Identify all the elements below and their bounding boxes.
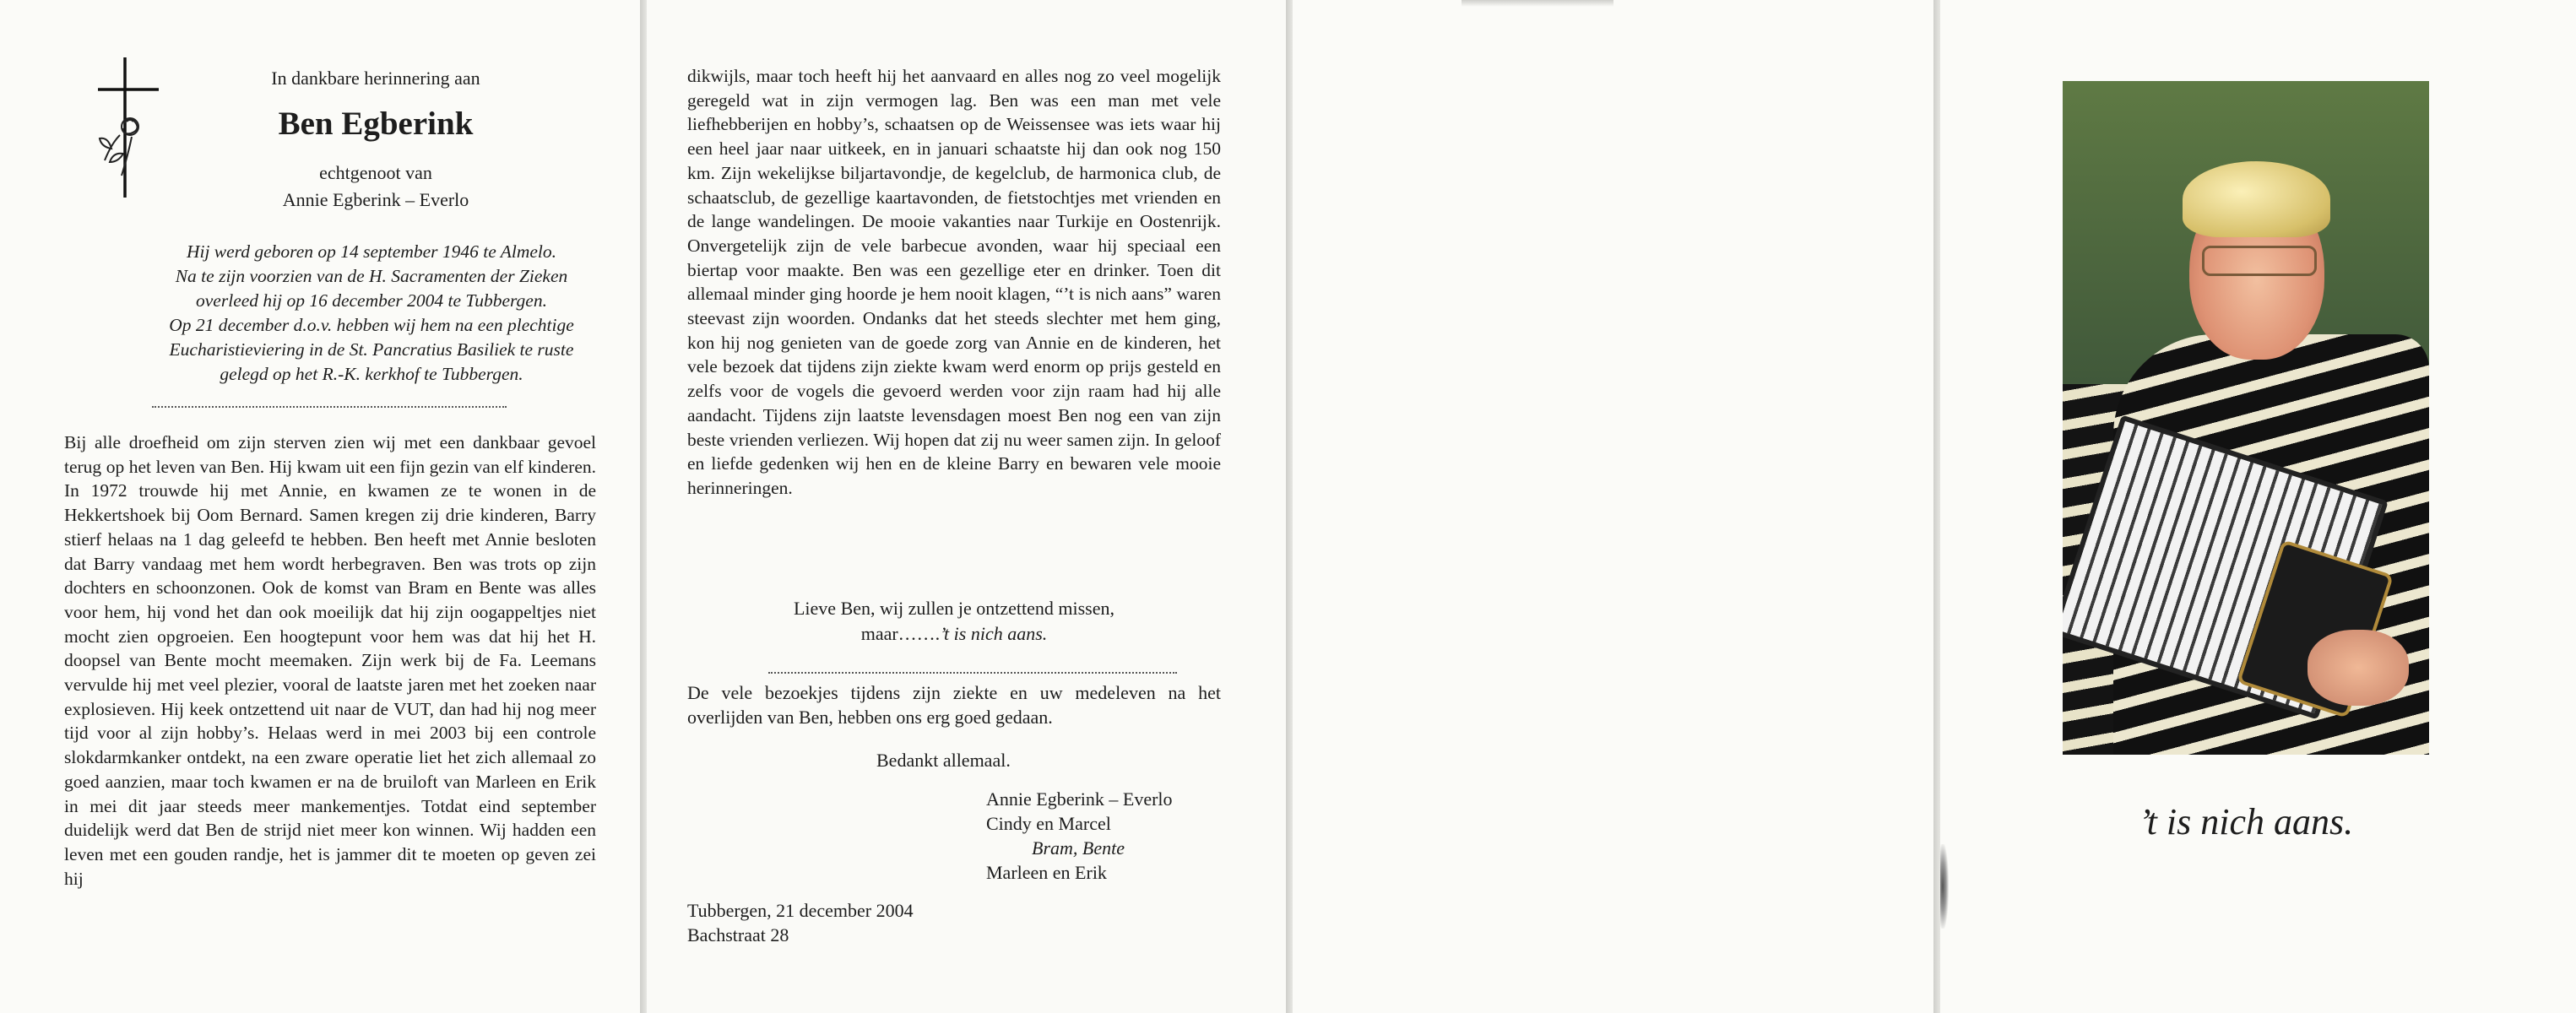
thanks-text: De vele bezoekjes tijdens zijn ziekte en uw medeleven na het overlijden van Ben, hebben ons erg goed gedaan. (687, 682, 1221, 728)
fold-shadow (1933, 0, 1940, 1013)
cover-motto: ’t is nich aans. (2138, 801, 2354, 842)
intro-text: In dankbare herinnering aan (271, 68, 480, 89)
family-line: Bram, Bente (1032, 837, 1125, 859)
portrait-photo (2063, 81, 2429, 755)
spouse-label: echtgenoot van (319, 162, 432, 183)
farewell-prefix: maar……. (860, 623, 941, 644)
life-line: Op 21 december d.o.v. hebben wij hem na een plechtige (169, 315, 574, 335)
dotted-divider (768, 672, 1177, 674)
farewell-text (687, 596, 1221, 647)
cover-page (1940, 0, 2576, 1013)
family-line: Marleen en Erik (986, 862, 1107, 883)
deceased-name: Ben Egberink (278, 106, 474, 142)
family-line: Cindy en Marcel (986, 813, 1111, 834)
biography-text-part1: Bij alle droefheid om zijn sterven zien wij met een dankbaar gevoel terug op het leven van Ben. Hij kwam uit een fijn gezin van elf kinderen. In 1972 trouwde hij met Annie, en kwamen ze te wonen in de Hekkertshoek bij Oom Bernard. Samen kregen zij drie kinderen, Barry stierf helaas na 1 dag geleefd te hebben. Ben heeft met Annie besloten dat Barry vandaag met hem wordt herbegraven. Ben was trots op zijn dochters en schoonzonen. Ook de komst van Bram en Bente was alles voor hem, hij vond het dan ook moeilijk dat hij zijn oogappeltjes niet mocht zien opgroeien. Een hoogtepunt voor hem was dat hij het H. doopsel van Bente mocht meemaken. Zijn werk bij de Fa. Leemans vervulde hij met veel plezier, vooral de laatste jaren met het zoeken naar explosieven. Hij keek ontzettend uit naar de VUT, dan had hij nog meer tijd voor al zijn hobby’s. Helaas werd in mei 2003 bij een controle slokdarmkanker ontdekt, na een zware operatie liet het zich allemaal zo goed aanzien, maar toch kwamen er na de bruiloft van Marleen en Erik in mei dit jaar steeds meer mankementjes. Totdat eind september duidelijk werd dat Ben de strijd niet meer kon winnen. Wij hadden een leven met een gouden randje, het is jammer dit te moeten op geven zei hij (64, 432, 596, 889)
life-line: Na te zijn voorzien van de H. Sacramenten der Zieken (175, 266, 568, 286)
thanks-short: Bedankt allemaal. (876, 750, 1011, 771)
farewell-line-1: Lieve Ben, wij zullen je ontzettend missen, (793, 598, 1114, 619)
place-date: Tubbergen, 21 december 2004 (687, 900, 914, 921)
family-signatures (986, 787, 1173, 885)
life-line: Hij werd geboren op 14 september 1946 te Almelo. (186, 241, 557, 262)
blank-back-page (1293, 0, 1933, 1013)
crease-mark (1940, 844, 1949, 929)
life-dates-block (68, 240, 640, 387)
life-line: Eucharistieviering in de St. Pancratius Basiliek te ruste (169, 339, 574, 360)
life-line: gelegd op het R.-K. kerkhof te Tubbergen. (220, 364, 523, 384)
farewell-line-2 (687, 621, 1221, 647)
address: Bachstraat 28 (687, 924, 789, 945)
place-and-address (687, 898, 914, 947)
life-line: overleed hij op 16 december 2004 te Tubbergen. (196, 290, 547, 311)
family-line: Annie Egberink – Everlo (986, 788, 1173, 810)
farewell-motto: ’t is nich aans. (940, 623, 1048, 644)
spouse-name: Annie Egberink – Everlo (282, 189, 469, 210)
right-text-page (647, 0, 1286, 1013)
cross-with-rose-icon (95, 57, 162, 201)
fold-shadow (1286, 0, 1293, 1013)
left-text-page (0, 0, 640, 1013)
dotted-divider (152, 406, 507, 408)
fold-shadow (640, 0, 647, 1013)
paper-edge-mark (1462, 0, 1613, 7)
biography-text-part2: dikwijls, maar toch heeft hij het aanvaard en alles nog zo veel mogelijk geregeld wat in zijn vermogen lag. Ben was een man met vele liefhebberijen en hobby’s, schaatsen op de Weissensee was iets waar hij een heel jaar naar uitkeek, en in januari schaatste hij dan ook nog 150 km. Zijn wekelijkse biljartavondje, de kegelclub, de harmonica club, de schaatsclub, de gezellige kaartavonden, de fietstochtjes met vrienden en de lange wandelingen. De mooie vakanties naar Turkije en Oostenrijk. Onvergetelijk zijn de vele barbecue avonden, waar hij speciaal een biertap voor maakte. Ben was een gezellige eter en drinker. Toen dit allemaal minder ging hoorde je hem nooit klagen, “’t is nich aans” waren steevast zijn woorden. Ondanks dat het steeds slechter met hem ging, kon hij nog genieten van de goede zorg van Annie en de kinderen, het vele bezoek dat tijdens zijn ziekte kwam werd enorm op prijs gesteld en zelfs voor de vogels die gevoerd werden voor zijn raam had hij alle aandacht. Tijdens zijn laatste levensdagen moest Ben nog een van zijn beste vrienden verliezen. Wij hopen dat zij nu weer samen zijn. In geloof en liefde gedenken wij hen en de kleine Barry en bewaren vele mooie herinneringen. (687, 66, 1221, 498)
